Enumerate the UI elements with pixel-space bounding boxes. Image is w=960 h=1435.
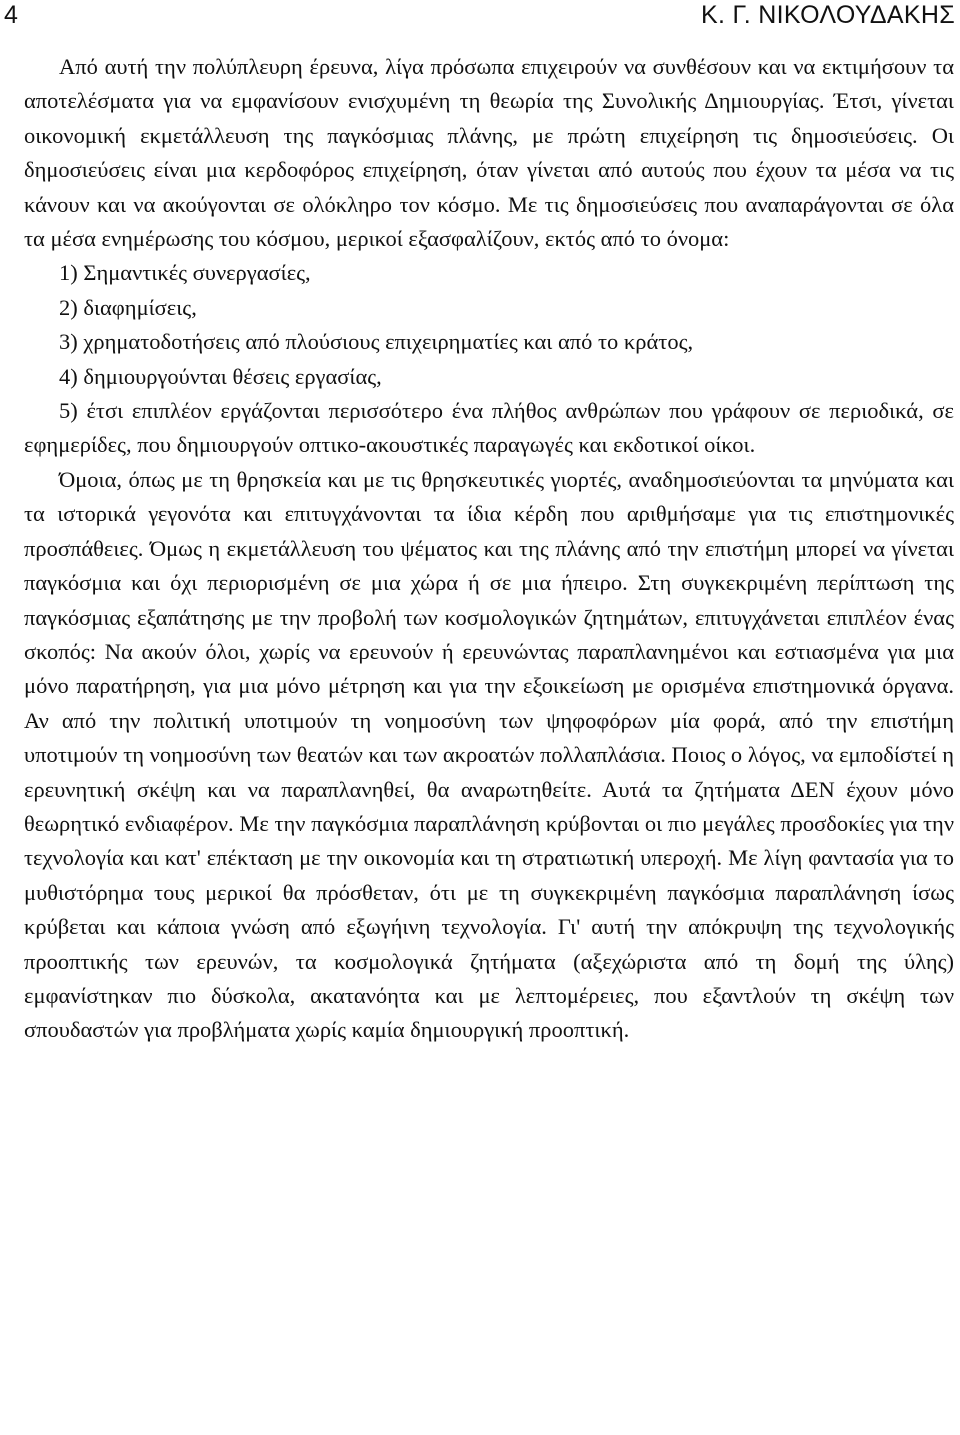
paragraph-main: Όμοια, όπως με τη θρησκεία και με τις θρησκευτικές γιορτές, αναδημοσιεύονται τα μηνύματα και τα ιστορικά γεγονότα και επιτυγχάνονται τα ίδια κέρδη που αριθμήσαμε για τις επιστημονικές προσπάθειες. Όμως η εκμετάλλευση του ψέματος και της πλάνης από την επιστήμη μπορεί να γίνεται παγκόσμια και όχι περιορισμένη σε μια χώρα ή σε μια ήπειρο. Στη συγκεκριμένη περίπτωση της παγκόσμιας εξαπάτησης με την προβολή των κοσμολογικών ζητημάτων, επιτυγχάνεται επιπλέον ένας σκοπός: Να ακούν όλοι, χωρίς να ερευνούν ή ερευνώντας παραπλανημένοι και εστιασμένα για μια μόνο παρατήρηση, για μια μόνο μέτρηση και για την εξοικείωση με ορισμένα επιστημονικά όργανα. Αν από την πολιτική υποτιμούν τη νοημοσύνη των ψηφοφόρων μία φορά, από την επιστήμη υποτιμούν τη νοημοσύνη των θεατών και των ακροατών πολλαπλάσια. Ποιος ο λόγος, να εμποδίστεί η ερευνητική σκέψη και να παραπλανηθεί, θα αναρωτηθείτε. Αυτά τα ζητήματα ΔΕΝ έχουν μόνο θεωρητικό ενδιαφέρον. Με την παγκόσμια παραπλάνηση κρύβονται οι πιο μεγάλες προσδοκίες για την τεχνολογία και κατ' επέκταση με την οικονομία και τη στρατιωτική υπεροχή. Με λίγη φαντασία για το μυθιστόρημα τους μερικοί θα πρόσθεταν, ότι με τη συγκεκριμένη παγκόσμια παραπλάνηση ίσως κρύβεται και κάποια γνώση από εξωγήινη τεχνολογία. Γι' αυτή την απόκρυψη της τεχνολογικής προοπτικής των ερευνών, τα κοσμολογικά ζητήματα (αξεχώριστα από τη δομή της ύλης) εμφανίστηκαν πιο δύσκολα, ακατανόητα και με λεπτομέρειες, που εξαντλούν τη σκέψη των σπουδαστών για προβλήματα χωρίς καμία δημιουργική προοπτική. [24,466,954,1043]
page-header [0,0,960,34]
list-item: 3) χρηματοδοτήσεις από πλούσιους επιχειρηματίες και από το κράτος, [59,329,694,355]
list-item: 2) διαφημίσεις, [59,294,197,320]
list-item: 5) έτσι επιπλέον εργάζονται περισσότερο ένα πλήθος ανθρώπων που γράφουν σε περιοδικά, σε εφημερίδες, που δημιουργούν οπτικο-ακουστικές παραγωγές και εκδοτικοί οίκοι. [24,398,954,458]
page-number: 4 [4,1,18,29]
list-item: 4) δημιουργούνται θέσεις εργασίας, [59,363,382,389]
benefits-list [24,256,954,462]
paragraph-intro: Από αυτή την πολύπλευρη έρευνα, λίγα πρόσωπα επιχειρούν να συνθέσουν και να εκτιμήσουν τα αποτελέσματα για να εμφανίσουν ενισχυμένη τη θεωρία της Συνολικής Δημιουργίας. Έτσι, γίνεται οικονομική εκμετάλλευση της παγκόσμιας πλάνης, με πρώτη επιχείρηση τις δημοσιεύσεις. Οι δημοσιεύσεις είναι μια κερδοφόρος επιχείρηση, όταν γίνεται από αυτούς που έχουν τα μέσα να τις κάνουν και να ακούγονται σε ολόκληρο τον κόσμο. Με τις δημοσιεύσεις που αναπαράγονται σε όλα τα μέσα ενημέρωσης του κόσμου, μερικοί εξασφαλίζουν, εκτός από το όνομα: [24,54,954,252]
body-text [24,50,954,1048]
running-head-author: Κ. Γ. ΝΙΚΟΛΟΥΔΑΚΗΣ [701,1,955,29]
list-item: 1) Σημαντικές συνεργασίες, [59,260,311,286]
